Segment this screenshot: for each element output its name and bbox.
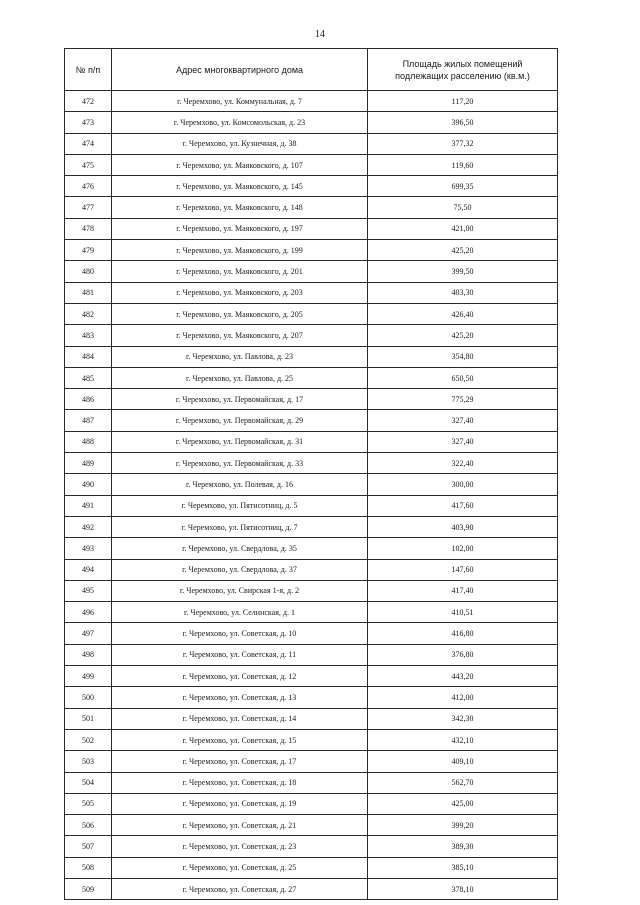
cell-address: г. Черемхово, ул. Первомайская, д. 33 [112,453,368,474]
table-header [65,49,558,91]
cell-area: 300,00 [368,474,558,495]
cell-area: 342,30 [368,708,558,729]
table-row [65,602,558,623]
table-row [65,538,558,559]
cell-address: г. Черемхово, ул. Свердлова, д. 37 [112,559,368,580]
cell-num: 494 [65,559,112,580]
table-row [65,878,558,899]
cell-area: 426,40 [368,303,558,324]
table-row [65,410,558,431]
cell-address: г. Черемхово, ул. Полевая, д. 16 [112,474,368,495]
table-row [65,474,558,495]
table-row [65,708,558,729]
cell-num: 501 [65,708,112,729]
cell-num: 505 [65,793,112,814]
table-row [65,516,558,537]
cell-num: 479 [65,240,112,261]
cell-num: 507 [65,836,112,857]
cell-num: 502 [65,729,112,750]
table-row [65,240,558,261]
cell-area: 385,10 [368,857,558,878]
cell-num: 497 [65,623,112,644]
table-row [65,793,558,814]
table-row [65,346,558,367]
table-row [65,623,558,644]
table-row [65,325,558,346]
cell-address: г. Черемхово, ул. Первомайская, д. 29 [112,410,368,431]
page-number: 14 [315,29,325,40]
cell-area: 354,80 [368,346,558,367]
cell-address: г. Черемхово, ул. Пятисотниц, д. 5 [112,495,368,516]
cell-area: 376,80 [368,644,558,665]
table-row [65,836,558,857]
cell-num: 491 [65,495,112,516]
cell-area: 432,10 [368,729,558,750]
cell-num: 484 [65,346,112,367]
cell-address: г. Черемхово, ул. Советская, д. 11 [112,644,368,665]
cell-address: г. Черемхово, ул. Первомайская, д. 17 [112,389,368,410]
cell-num: 495 [65,580,112,601]
cell-area: 117,20 [368,91,558,112]
cell-num: 492 [65,516,112,537]
table-row [65,176,558,197]
table-row [65,218,558,239]
table-row [65,367,558,388]
table-row [65,559,558,580]
cell-area: 119,60 [368,154,558,175]
cell-num: 499 [65,666,112,687]
cell-num: 473 [65,112,112,133]
cell-address: г. Черемхово, ул. Советская, д. 18 [112,772,368,793]
header-num: № п/п [65,49,112,91]
table-row [65,133,558,154]
table-row [65,751,558,772]
cell-num: 472 [65,91,112,112]
cell-area: 102,00 [368,538,558,559]
cell-address: г. Черемхово, ул. Маяковского, д. 207 [112,325,368,346]
table-row [65,453,558,474]
cell-area: 403,30 [368,282,558,303]
cell-num: 482 [65,303,112,324]
table-row [65,303,558,324]
cell-area: 378,10 [368,878,558,899]
table-row [65,857,558,878]
cell-address: г. Черемхово, ул. Советская, д. 23 [112,836,368,857]
cell-area: 399,50 [368,261,558,282]
cell-area: 699,35 [368,176,558,197]
cell-area: 775,29 [368,389,558,410]
cell-address: г. Черемхово, ул. Советская, д. 10 [112,623,368,644]
cell-area: 417,40 [368,580,558,601]
table-body [65,91,558,900]
table-row [65,495,558,516]
cell-address: г. Черемхово, ул. Советская, д. 13 [112,687,368,708]
cell-num: 489 [65,453,112,474]
cell-address: г. Черемхово, ул. Кузнечная, д. 38 [112,133,368,154]
cell-area: 417,60 [368,495,558,516]
cell-address: г. Черемхово, ул. Маяковского, д. 203 [112,282,368,303]
cell-area: 147,60 [368,559,558,580]
cell-address: г. Черемхово, ул. Советская, д. 17 [112,751,368,772]
cell-address: г. Черемхово, ул. Маяковского, д. 199 [112,240,368,261]
table-row [65,729,558,750]
cell-area: 389,30 [368,836,558,857]
cell-area: 425,20 [368,325,558,346]
table-row [65,261,558,282]
cell-address: г. Черемхово, ул. Советская, д. 15 [112,729,368,750]
cell-area: 562,70 [368,772,558,793]
cell-address: г. Черемхово, ул. Советская, д. 19 [112,793,368,814]
cell-num: 490 [65,474,112,495]
housing-table [64,48,558,900]
cell-area: 396,50 [368,112,558,133]
cell-address: г. Черемхово, ул. Маяковского, д. 148 [112,197,368,218]
cell-area: 403,90 [368,516,558,537]
cell-address: г. Черемхово, ул. Свердлова, д. 35 [112,538,368,559]
cell-num: 500 [65,687,112,708]
cell-num: 493 [65,538,112,559]
cell-area: 409,10 [368,751,558,772]
cell-num: 476 [65,176,112,197]
cell-area: 410,51 [368,602,558,623]
cell-address: г. Черемхово, ул. Советская, д. 12 [112,666,368,687]
cell-num: 478 [65,218,112,239]
table-row [65,580,558,601]
header-row [65,49,558,91]
cell-address: г. Черемхово, ул. Селинская, д. 1 [112,602,368,623]
table-row [65,91,558,112]
cell-num: 474 [65,133,112,154]
cell-area: 650,50 [368,367,558,388]
cell-area: 416,80 [368,623,558,644]
cell-num: 498 [65,644,112,665]
cell-area: 425,20 [368,240,558,261]
cell-area: 327,40 [368,410,558,431]
cell-area: 399,20 [368,815,558,836]
cell-num: 486 [65,389,112,410]
cell-num: 477 [65,197,112,218]
cell-area: 377,32 [368,133,558,154]
cell-address: г. Черемхово, ул. Маяковского, д. 197 [112,218,368,239]
cell-address: г. Черемхово, ул. Советская, д. 27 [112,878,368,899]
cell-num: 496 [65,602,112,623]
table-row [65,687,558,708]
table-row [65,154,558,175]
table-row [65,389,558,410]
table-row [65,431,558,452]
cell-num: 506 [65,815,112,836]
cell-area: 412,00 [368,687,558,708]
cell-address: г. Черемхово, ул. Пятисотниц, д. 7 [112,516,368,537]
table-row [65,666,558,687]
cell-area: 425,00 [368,793,558,814]
cell-num: 485 [65,367,112,388]
cell-address: г. Черемхово, ул. Павлова, д. 25 [112,367,368,388]
cell-address: г. Черемхово, ул. Советская, д. 14 [112,708,368,729]
cell-num: 475 [65,154,112,175]
cell-num: 487 [65,410,112,431]
cell-num: 480 [65,261,112,282]
cell-area: 443,20 [368,666,558,687]
cell-address: г. Черемхово, ул. Маяковского, д. 205 [112,303,368,324]
cell-address: г. Черемхово, ул. Комсомольская, д. 23 [112,112,368,133]
header-address: Адрес многоквартирного дома [112,49,368,91]
cell-address: г. Черемхово, ул. Павлова, д. 23 [112,346,368,367]
table-row [65,772,558,793]
cell-address: г. Черемхово, ул. Маяковского, д. 201 [112,261,368,282]
cell-num: 504 [65,772,112,793]
cell-num: 503 [65,751,112,772]
cell-num: 509 [65,878,112,899]
table-row [65,282,558,303]
cell-num: 483 [65,325,112,346]
cell-num: 481 [65,282,112,303]
cell-address: г. Черемхово, ул. Свирская 1-я, д. 2 [112,580,368,601]
cell-area: 421,00 [368,218,558,239]
cell-num: 508 [65,857,112,878]
cell-address: г. Черемхово, ул. Первомайская, д. 31 [112,431,368,452]
cell-address: г. Черемхово, ул. Советская, д. 25 [112,857,368,878]
table-row [65,815,558,836]
cell-num: 488 [65,431,112,452]
cell-area: 327,40 [368,431,558,452]
cell-address: г. Черемхово, ул. Маяковского, д. 145 [112,176,368,197]
cell-address: г. Черемхово, ул. Маяковского, д. 107 [112,154,368,175]
cell-address: г. Черемхово, ул. Советская, д. 21 [112,815,368,836]
table-row [65,112,558,133]
table-row [65,197,558,218]
cell-area: 75,50 [368,197,558,218]
header-area: Площадь жилых помещений подлежащих расселению (кв.м.) [368,49,558,91]
cell-area: 322,40 [368,453,558,474]
cell-address: г. Черемхово, ул. Коммунальная, д. 7 [112,91,368,112]
table-row [65,644,558,665]
